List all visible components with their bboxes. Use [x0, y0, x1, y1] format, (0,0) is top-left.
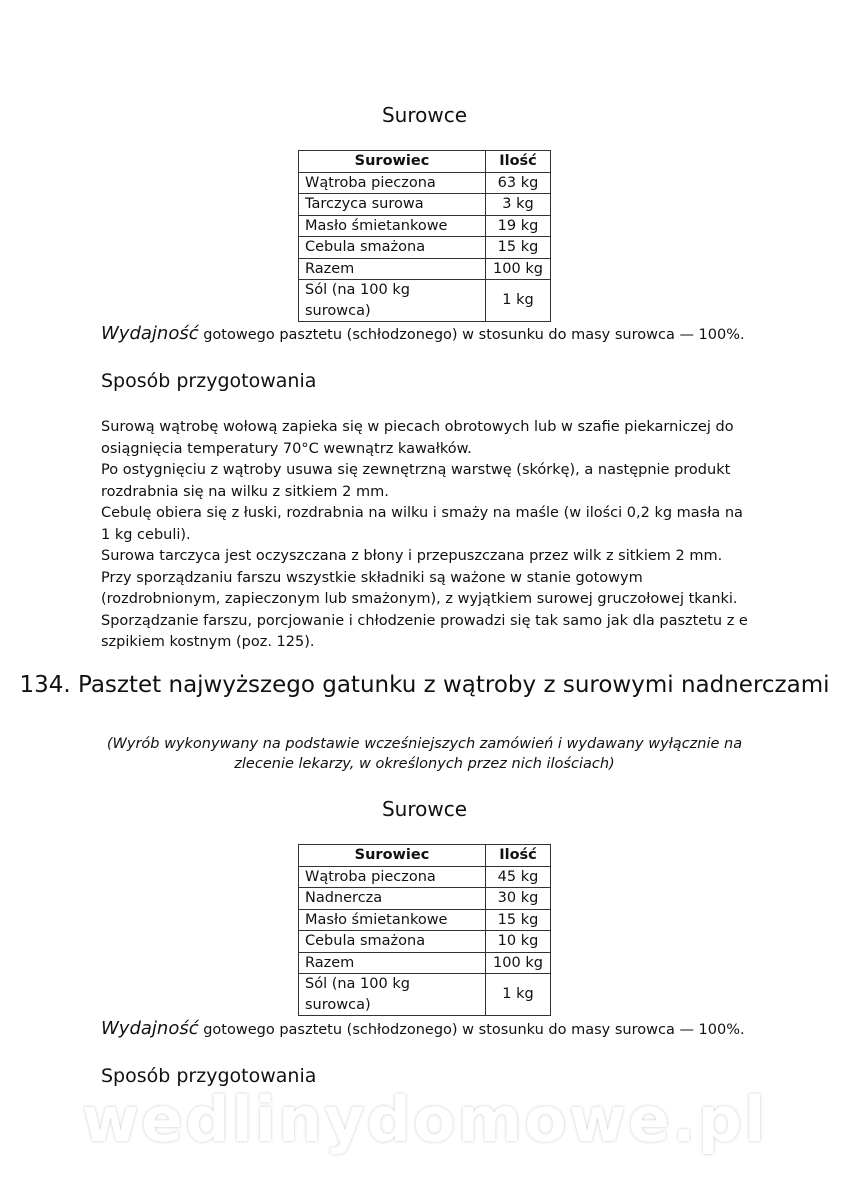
table-row	[299, 172, 551, 194]
section2-heading: Surowce	[381, 797, 468, 821]
column-header-ingredient: Surowiec	[299, 151, 486, 173]
method-paragraph: Sporządzanie farszu, porcjowanie i chłodzenie prowadzi się tak samo jak dla pasztetu z e szpikiem kostnym (poz. 125).	[101, 612, 748, 650]
ingredient-name: Sól (na 100 kg surowca)	[299, 974, 486, 1016]
ingredient-name: Masło śmietankowe	[299, 909, 486, 931]
table-row	[299, 258, 551, 280]
ingredient-quantity: 45 kg	[486, 866, 551, 888]
yield-label: Wydajność	[101, 323, 199, 344]
yield-text: gotowego pasztetu (schłodzonego) w stosunku do masy surowca — 100%.	[198, 327, 745, 343]
table-row	[299, 974, 551, 1016]
table-row	[299, 866, 551, 888]
ingredient-name: Razem	[299, 952, 486, 974]
ingredient-name: Cebula smażona	[299, 931, 486, 953]
section1-method-heading: Sposób przygotowania	[101, 370, 317, 392]
ingredient-name: Razem	[299, 258, 486, 280]
column-header-ingredient: Surowiec	[299, 845, 486, 867]
yield-text: gotowego pasztetu (schłodzonego) w stosunku do masy surowca — 100%.	[198, 1022, 745, 1038]
recipe-134-note: (Wyrób wykonywany na podstawie wcześniejszych zamówień i wydawany wyłącznie na zlecenie lekarzy, w określonych przez nich ilościach)	[106, 736, 743, 772]
section1-ingredients-table	[298, 150, 551, 322]
table-row	[299, 931, 551, 953]
table-row	[299, 237, 551, 259]
ingredient-name: Sól (na 100 kg surowca)	[299, 280, 486, 322]
recipe-134-title: 134. Pasztet najwyższego gatunku z wątroby z surowymi nadnerczami	[19, 672, 830, 698]
table-row	[299, 888, 551, 910]
ingredient-quantity: 1 kg	[486, 974, 551, 1016]
ingredient-quantity: 30 kg	[486, 888, 551, 910]
method-paragraph: Surową wątrobę wołową zapieka się w piecach obrotowych lub w szafie piekarniczej do osiągnięcia temperatury 70°C wewnątrz kawałków.	[101, 419, 734, 457]
table-header-row	[299, 845, 551, 867]
ingredient-quantity: 100 kg	[486, 952, 551, 974]
ingredient-name: Nadnercza	[299, 888, 486, 910]
ingredient-quantity: 3 kg	[486, 194, 551, 216]
table-header-row	[299, 151, 551, 173]
ingredient-quantity: 100 kg	[486, 258, 551, 280]
method-paragraph: Surowa tarczyca jest oczyszczana z błony i przepuszczana przez wilk z sitkiem 2 mm.	[101, 548, 723, 564]
ingredient-quantity: 10 kg	[486, 931, 551, 953]
ingredient-quantity: 19 kg	[486, 215, 551, 237]
section1-heading: Surowce	[381, 103, 468, 127]
section2-method-heading: Sposób przygotowania	[101, 1065, 317, 1087]
section1-yield	[101, 323, 745, 344]
ingredient-quantity: 15 kg	[486, 909, 551, 931]
ingredient-name: Tarczyca surowa	[299, 194, 486, 216]
column-header-quantity: Ilość	[486, 845, 551, 867]
method-paragraph: Cebulę obiera się z łuski, rozdrabnia na wilku i smaży na maśle (w ilości 0,2 kg masła na 1 kg cebuli).	[101, 505, 743, 543]
table-row	[299, 952, 551, 974]
table-row	[299, 909, 551, 931]
method-paragraph: Po ostygnięciu z wątroby usuwa się zewnętrzną warstwę (skórkę), a następnie produkt rozdrabnia się na wilku z sitkiem 2 mm.	[101, 462, 731, 500]
section1-method-text	[101, 417, 751, 654]
watermark: wedlinydomowe.pl	[81, 1083, 768, 1156]
ingredient-quantity: 15 kg	[486, 237, 551, 259]
ingredient-quantity: 1 kg	[486, 280, 551, 322]
ingredient-name: Wątroba pieczona	[299, 866, 486, 888]
table-row	[299, 194, 551, 216]
ingredient-name: Cebula smażona	[299, 237, 486, 259]
column-header-quantity: Ilość	[486, 151, 551, 173]
table-row	[299, 215, 551, 237]
ingredient-name: Wątroba pieczona	[299, 172, 486, 194]
ingredient-name: Masło śmietankowe	[299, 215, 486, 237]
table-row	[299, 280, 551, 322]
method-paragraph: Przy sporządzaniu farszu wszystkie składniki są ważone w stanie gotowym (rozdrobnionym, zapieczonym lub smażonym), z wyjątkiem surowej gruczołowej tkanki.	[101, 569, 738, 607]
ingredient-quantity: 63 kg	[486, 172, 551, 194]
yield-label: Wydajność	[101, 1018, 199, 1039]
section2-ingredients-table	[298, 844, 551, 1016]
section2-yield	[101, 1018, 745, 1039]
